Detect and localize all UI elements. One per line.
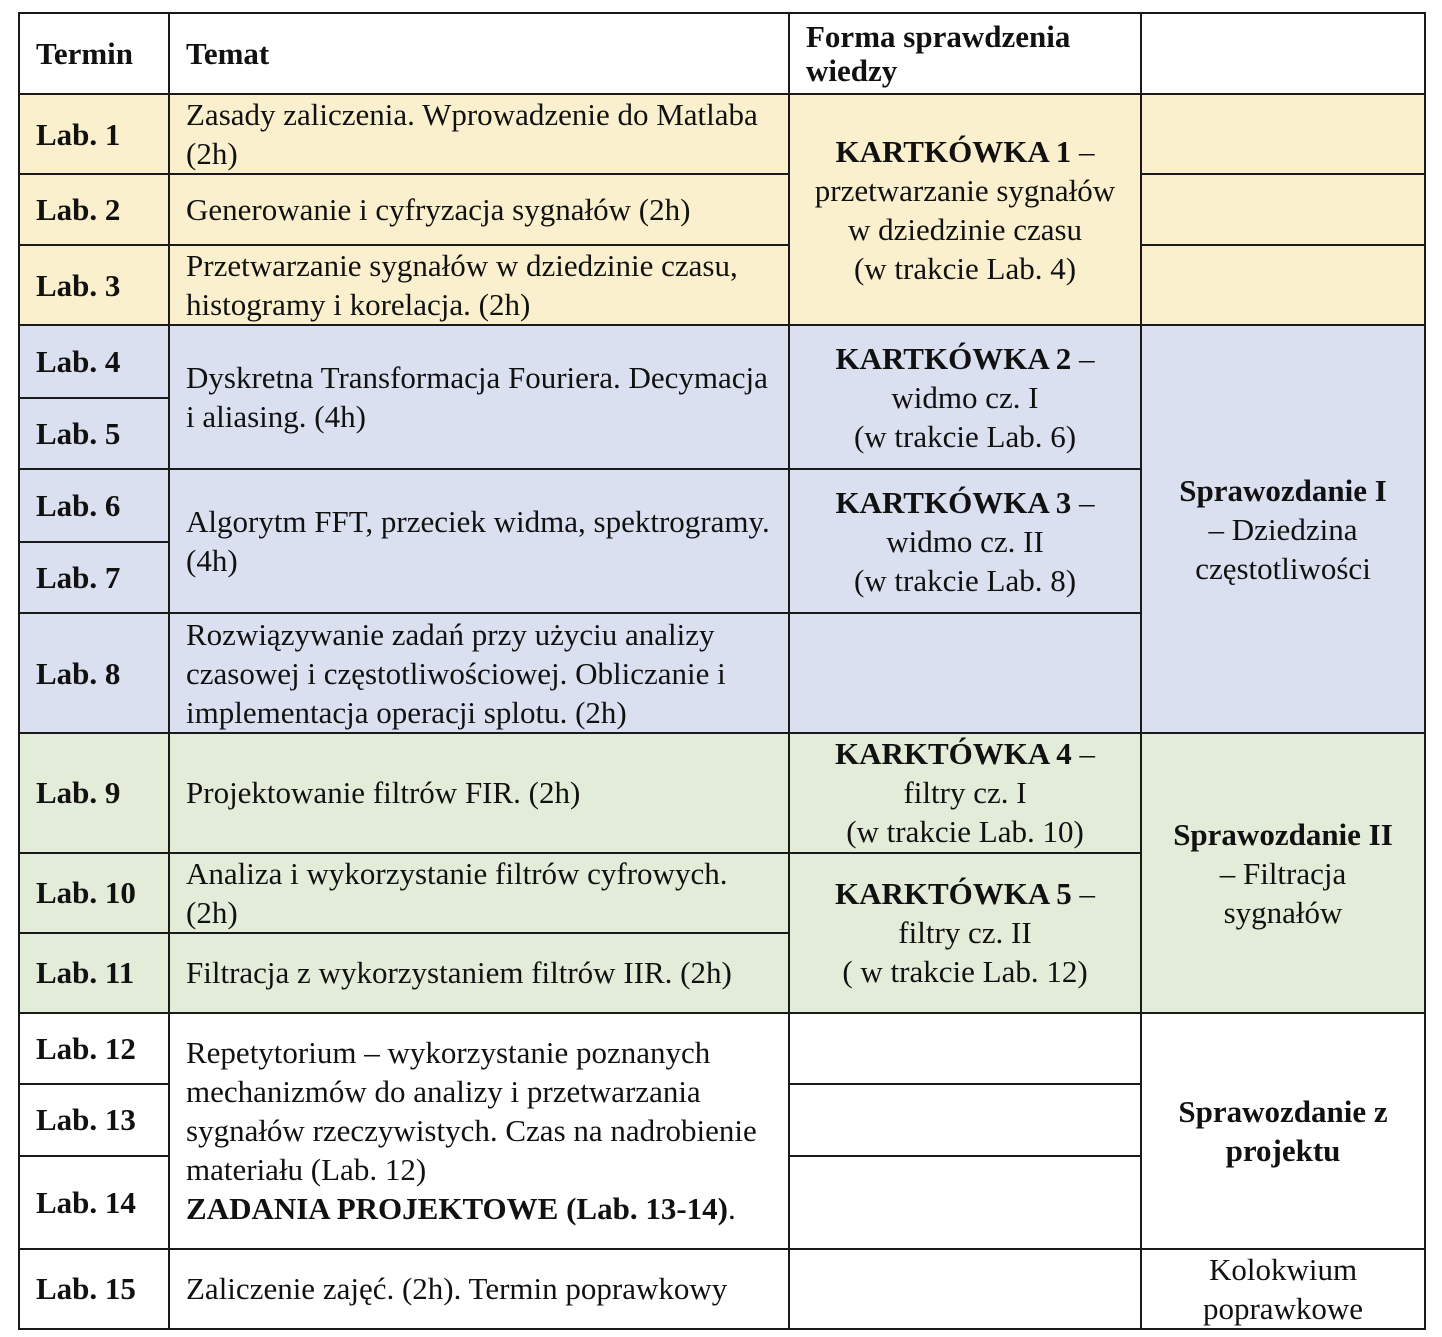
header-assessment: Forma sprawdzenia wiedzy: [789, 13, 1141, 94]
term-cell: Lab. 7: [19, 542, 169, 613]
term-cell: Lab. 9: [19, 733, 169, 852]
header-term: Termin: [19, 13, 169, 94]
term-cell: Lab. 11: [19, 933, 169, 1013]
table-row: [19, 245, 1425, 325]
topic-cell: Przetwarzanie sygnałów w dziedzinie czasu, histogramy i korelacja. (2h): [169, 245, 789, 325]
quiz-title: KARTKÓWKA 2: [835, 340, 1072, 376]
report-desc: – Filtracja sygnałów: [1219, 855, 1347, 930]
term-cell: Lab. 1: [19, 94, 169, 174]
report-cell-4: Kolokwium poprawkowe: [1141, 1249, 1425, 1329]
empty-cell: [789, 1249, 1141, 1329]
quiz-cell-4: [789, 733, 1141, 852]
topic-cell: Filtracja z wykorzystaniem filtrów IIR. (2h): [169, 933, 789, 1013]
topic-cell: Generowanie i cyfryzacja sygnałów (2h): [169, 174, 789, 245]
term-cell: Lab. 10: [19, 853, 169, 933]
empty-cell: [789, 613, 1141, 733]
term-cell: Lab. 12: [19, 1013, 169, 1084]
term-cell: Lab. 4: [19, 325, 169, 398]
topic-cell: Analiza i wykorzystanie filtrów cyfrowych. (2h): [169, 853, 789, 933]
quiz-desc: – filtry cz. I: [903, 736, 1096, 811]
topic-cell: Rozwiązywanie zadań przy użyciu analizy czasowej i częstotliwościowej. Obliczanie i implementacja operacji splotu. (2h): [169, 613, 789, 733]
empty-cell: [1141, 94, 1425, 174]
quiz-when: (w trakcie Lab. 4): [853, 250, 1077, 286]
topic-cell: [169, 1013, 789, 1249]
quiz-cell-2: [789, 325, 1141, 469]
header-topic: Temat: [169, 13, 789, 94]
quiz-desc: – filtry cz. II: [898, 876, 1096, 951]
topic-cell: Zaliczenie zajęć. (2h). Termin poprawkowy: [169, 1249, 789, 1329]
quiz-desc: – widmo cz. I: [891, 340, 1095, 415]
quiz-title: KARKTÓWKA 5: [834, 876, 1072, 912]
term-cell: Lab. 15: [19, 1249, 169, 1329]
topic-project-tail: .: [728, 1191, 736, 1227]
empty-cell: [1141, 245, 1425, 325]
quiz-title: KARTKÓWKA 3: [835, 484, 1072, 520]
quiz-desc: – przetwarzanie sygnałów w dziedzinie czasu: [814, 133, 1116, 247]
quiz-when: ( w trakcie Lab. 12): [842, 954, 1088, 990]
empty-cell: [789, 1084, 1141, 1156]
topic-cell: Projektowanie filtrów FIR. (2h): [169, 733, 789, 852]
table-row: [19, 1249, 1425, 1329]
report-cell-2: [1141, 733, 1425, 1012]
term-cell: Lab. 6: [19, 469, 169, 542]
report-title: Sprawozdanie z projektu: [1178, 1093, 1388, 1168]
topic-cell: Dyskretna Transformacja Fouriera. Decymacja i aliasing. (4h): [169, 325, 789, 469]
report-title: Sprawozdanie II: [1173, 816, 1393, 852]
table-row: [19, 174, 1425, 245]
topic-cell: Zasady zaliczenia. Wprowadzenie do Matlaba (2h): [169, 94, 789, 174]
table-row: [19, 325, 1425, 398]
quiz-when: (w trakcie Lab. 8): [853, 562, 1077, 598]
report-desc: – Dziedzina częstotliwości: [1195, 511, 1371, 586]
term-cell: Lab. 2: [19, 174, 169, 245]
report-cell-1: [1141, 325, 1425, 733]
quiz-when: (w trakcie Lab. 6): [853, 418, 1077, 454]
table-row: [19, 94, 1425, 174]
topic-cell: Algorytm FFT, przeciek widma, spektrogramy. (4h): [169, 469, 789, 613]
quiz-cell-3: [789, 469, 1141, 613]
empty-cell: [789, 1156, 1141, 1249]
topic-text: Repetytorium – wykorzystanie poznanych mechanizmów do analizy i przetwarzania sygnałów rzeczywistych. Czas na nadrobienie materiału (Lab. 12): [186, 1035, 757, 1188]
schedule-table: [18, 12, 1426, 1330]
table-row: [19, 733, 1425, 852]
empty-cell: [789, 1013, 1141, 1084]
term-cell: Lab. 3: [19, 245, 169, 325]
quiz-cell-1: [789, 94, 1141, 325]
term-cell: Lab. 14: [19, 1156, 169, 1249]
report-cell-3: [1141, 1013, 1425, 1249]
report-title: Sprawozdanie I: [1179, 472, 1387, 508]
header-extra: [1141, 13, 1425, 94]
term-cell: Lab. 8: [19, 613, 169, 733]
empty-cell: [1141, 174, 1425, 245]
table-row: [19, 1013, 1425, 1084]
header-row: [19, 13, 1425, 94]
quiz-title: KARTKÓWKA 1: [835, 133, 1072, 169]
topic-project: [186, 1189, 772, 1228]
quiz-title: KARKTÓWKA 4: [834, 736, 1072, 772]
quiz-desc: – widmo cz. II: [886, 484, 1095, 559]
quiz-when: (w trakcie Lab. 10): [846, 814, 1084, 850]
term-cell: Lab. 5: [19, 398, 169, 469]
quiz-cell-5: [789, 853, 1141, 1013]
topic-project-label: ZADANIA PROJEKTOWE (Lab. 13-14): [186, 1191, 728, 1227]
term-cell: Lab. 13: [19, 1084, 169, 1156]
